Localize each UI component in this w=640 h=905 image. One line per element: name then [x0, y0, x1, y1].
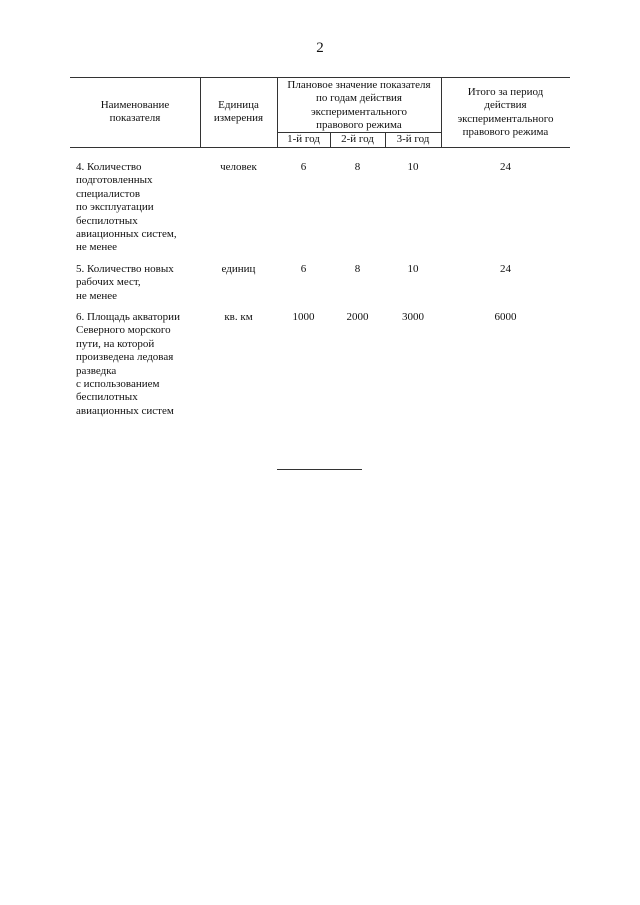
- header-year-1: 1-й год: [287, 133, 320, 145]
- row-year-2: 2000: [346, 311, 369, 323]
- row-year-2: 8: [354, 161, 361, 173]
- header-unit: Единица измерения: [213, 99, 264, 125]
- table-top-rule: [70, 77, 570, 78]
- row-total: 24: [500, 263, 511, 275]
- row-year-3: 10: [407, 161, 419, 173]
- row-unit: человек: [220, 161, 257, 173]
- row-name: 6. Площадь акватории Северного морского пути, на которой произведена ледовая разведка с использованием беспилотных авиационных систем: [76, 311, 180, 417]
- row-unit: единиц: [221, 263, 256, 275]
- row-year-3: 10: [407, 263, 419, 275]
- row-year-1: 1000: [292, 311, 315, 323]
- row-unit: кв. км: [224, 311, 253, 323]
- page-number: 2: [316, 40, 324, 56]
- header-total: Итого за период действия экспериментального правового режима: [457, 86, 554, 139]
- row-total: 24: [500, 161, 511, 173]
- row-year-2: 8: [354, 263, 361, 275]
- row-year-1: 6: [300, 263, 307, 275]
- row-year-3: 3000: [402, 311, 424, 323]
- header-plan-group: Плановое значение показателя по годам действия экспериментального правового режима: [287, 79, 431, 132]
- header-year-2: 2-й год: [341, 133, 374, 145]
- row-total: 6000: [494, 311, 517, 323]
- row-year-1: 6: [300, 161, 307, 173]
- header-name: Наименование показателя: [100, 99, 170, 125]
- row-name: 4. Количество подготовленных специалистов по эксплуатации беспилотных авиационных систем, не менее: [76, 161, 177, 254]
- header-bottom-rule: [70, 147, 570, 148]
- header-year-3: 3-й год: [396, 133, 430, 145]
- end-of-document-rule: [277, 469, 362, 470]
- row-name: 5. Количество новых рабочих мест, не менее: [76, 263, 174, 302]
